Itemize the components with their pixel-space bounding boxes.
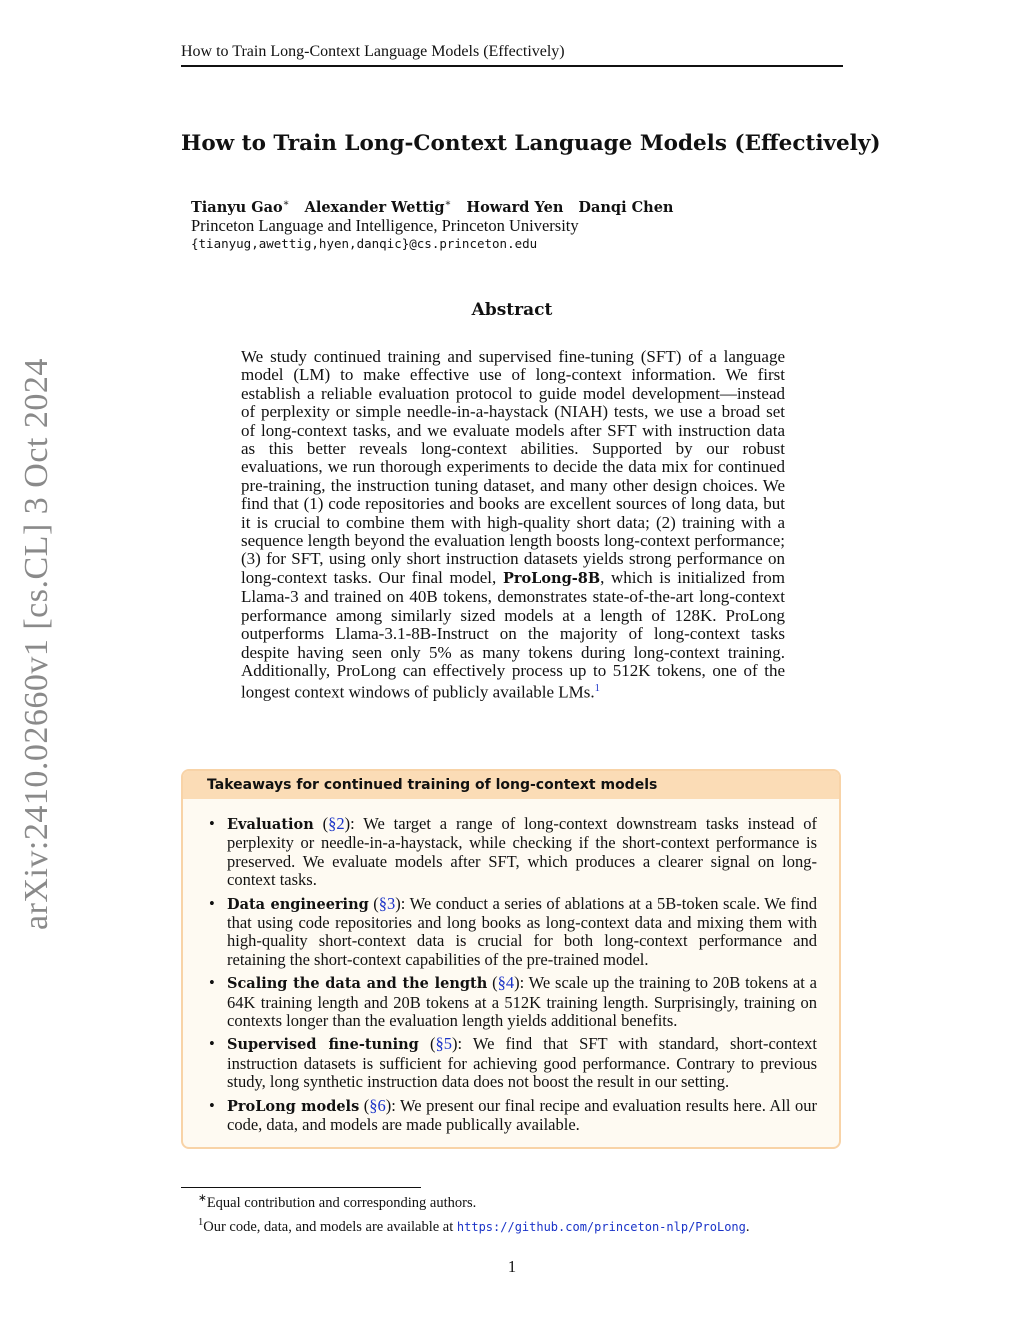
footnote (198, 1213, 750, 1237)
affiliation: Princeton Language and Intelligence, Princeton University (191, 216, 579, 235)
takeaway-item: • Data engineering (§3): We conduct a series of ablations at a 5B-token scale. We find that using code repositories and long books as long-context data and mixing them with high-quality short-context data is crucial for both long-context performance and retaining the short-context capabilities of the pre-trained model. (209, 893, 817, 969)
running-head: How to Train Long-Context Language Models (Effectively) (181, 42, 843, 67)
author-emails: {tianyug,awettig,hyen,danqic}@cs.princeton.edu (191, 236, 538, 251)
takeaway-item: • Scaling the data and the length (§4): We scale up the training to 20B tokens at a 64K training length and 20B tokens at a 512K training length. Surprisingly, training on contexts longer than the evaluation length yields additional benefits. (209, 973, 818, 1031)
footnote-end: . (745, 1218, 750, 1235)
section-ref-link[interactable]: §5 (435, 1034, 452, 1054)
bullet-icon: • (209, 1095, 215, 1115)
takeaways-list (183, 799, 839, 1135)
footnote-mark: 1 (198, 1216, 204, 1228)
footnote-ref-link[interactable]: 1 (594, 683, 600, 695)
author-name: Tianyu Gao (191, 198, 283, 216)
abstract-text: , which is initialized from Llama-3 and trained on 40B tokens, demonstrates state-of-the-art long-context performance among similarly sized models at a length of 128K. ProLong outperforms Llama-3.1-8B-Instruct on the majority of long-context tasks despite having seen only 5% as many tokens during long-context training. Additionally, ProLong can effectively process up to 512K tokens, one of the longest context windows of publicly available LMs. (241, 567, 785, 702)
takeaway-text: : We present our final recipe and evaluation results here. All our code, data, and models are made publically available. (227, 1095, 818, 1135)
bullet-icon: • (209, 814, 215, 833)
page-number: 1 (507, 1257, 517, 1276)
footnote (198, 1189, 750, 1213)
author-mark: ∗ (282, 198, 290, 209)
takeaway-label: ProLong models (227, 1097, 360, 1115)
footnote-divider (181, 1187, 421, 1188)
takeaway-text: : We conduct a series of ablations at a 5B-token scale. We find that using code repositories and long books as long-context data and mixing them with high-quality short-context data is crucial for both long-context performance and retaining the short-context capabilities of the pre-trained model. (227, 893, 817, 969)
section-ref-link[interactable]: §4 (497, 973, 515, 993)
takeaway-label: Data engineering (227, 895, 369, 913)
takeaway-item: • Supervised fine-tuning (§5): We find that SFT with standard, short-context instruction datasets is sufficient for achieving good performance. Contrary to previous study, long synthetic instruction data does not boost the result in our setting. (209, 1034, 818, 1092)
abstract-body (241, 348, 785, 702)
paper-title: How to Train Long-Context Language Models (Effectively) (181, 131, 881, 156)
takeaway-label: Supervised fine-tuning (227, 1036, 419, 1054)
section-ref-link[interactable]: §3 (378, 893, 396, 913)
footnote-text: Our code, data, and models are available at (203, 1218, 457, 1235)
author-name: Danqi Chen (578, 198, 674, 216)
author-name: Howard Yen (466, 198, 564, 216)
bullet-icon: • (209, 1034, 215, 1054)
abstract-text: We study continued training and supervised fine-tuning (SFT) of a language model (LM) to make effective use of long-context information. We first establish a reliable evaluation protocol to guide model development—instead of perplexity or simple needle-in-a-haystack (NIAH) tests, we use a broad set of long-context tasks, and we evaluate models after SFT with instruction data as this better reveals long-context abilities. Supported by our robust evaluations, we run thorough experiments to decide the data mix for continued pre-training, the instruction tuning dataset, and many other design choices. We find that (1) code repositories and books are excellent sources of long data, but it is crucial to combine them with high-quality short data; (2) training with a sequence length beyond the evaluation length boosts long-context performance; (3) for SFT, using only short instruction datasets yields strong performance on long-context tasks. Our final model, (241, 347, 785, 587)
footnote-mark: ∗ (198, 1193, 207, 1204)
takeaway-text: : We scale up the training to 20B tokens at a 64K training length and 20B tokens at a 512K training length. Surprisingly, training on contexts longer than the evaluation length yields additional benefits. (227, 973, 818, 1031)
section-ref-link[interactable]: §6 (369, 1095, 386, 1115)
takeaway-text: : We target a range of long-context downstream tasks instead of perplexity or needle-in-a-haystack, while checking if the short-context performance is preserved. We evaluate models after SFT, which produces a clearer signal on long-context tasks. (227, 814, 818, 890)
takeaway-text: : We find that SFT with standard, short-context instruction datasets is sufficient for achieving good performance. Contrary to previous study, long synthetic instruction data does not boost the result in our setting. (227, 1034, 818, 1092)
bullet-icon: • (209, 893, 215, 913)
takeaways-header: Takeaways for continued training of long-context models (183, 771, 839, 799)
github-link[interactable]: https://github.com/princeton-nlp/ProLong (456, 1219, 746, 1234)
model-name: ProLong-8B (502, 569, 601, 587)
takeaway-item: • ProLong models (§6): We present our final recipe and evaluation results here. All our code, data, and models are made publically available. (209, 1095, 818, 1135)
arxiv-identifier: arXiv:2410.02660v1 [cs.CL] 3 Oct 2024 (18, 358, 55, 930)
section-ref-link[interactable]: §2 (328, 814, 345, 833)
takeaway-label: Evaluation (227, 816, 314, 833)
footnotes (198, 1189, 750, 1237)
takeaways-box (181, 769, 841, 1149)
takeaway-label: Scaling the data and the length (227, 975, 488, 993)
author-name: Alexander Wettig (304, 198, 445, 216)
takeaway-item: • Evaluation (§2): We target a range of long-context downstream tasks instead of perplexity or needle-in-a-haystack, while checking if the short-context performance is preserved. We evaluate models after SFT, which produces a clearer signal on long-context tasks. (209, 814, 818, 890)
footnote-text: Equal contribution and corresponding authors. (206, 1194, 477, 1211)
abstract-heading: Abstract (471, 300, 553, 320)
author-list (191, 198, 673, 216)
author-mark: ∗ (444, 198, 452, 209)
bullet-icon: • (209, 973, 215, 993)
